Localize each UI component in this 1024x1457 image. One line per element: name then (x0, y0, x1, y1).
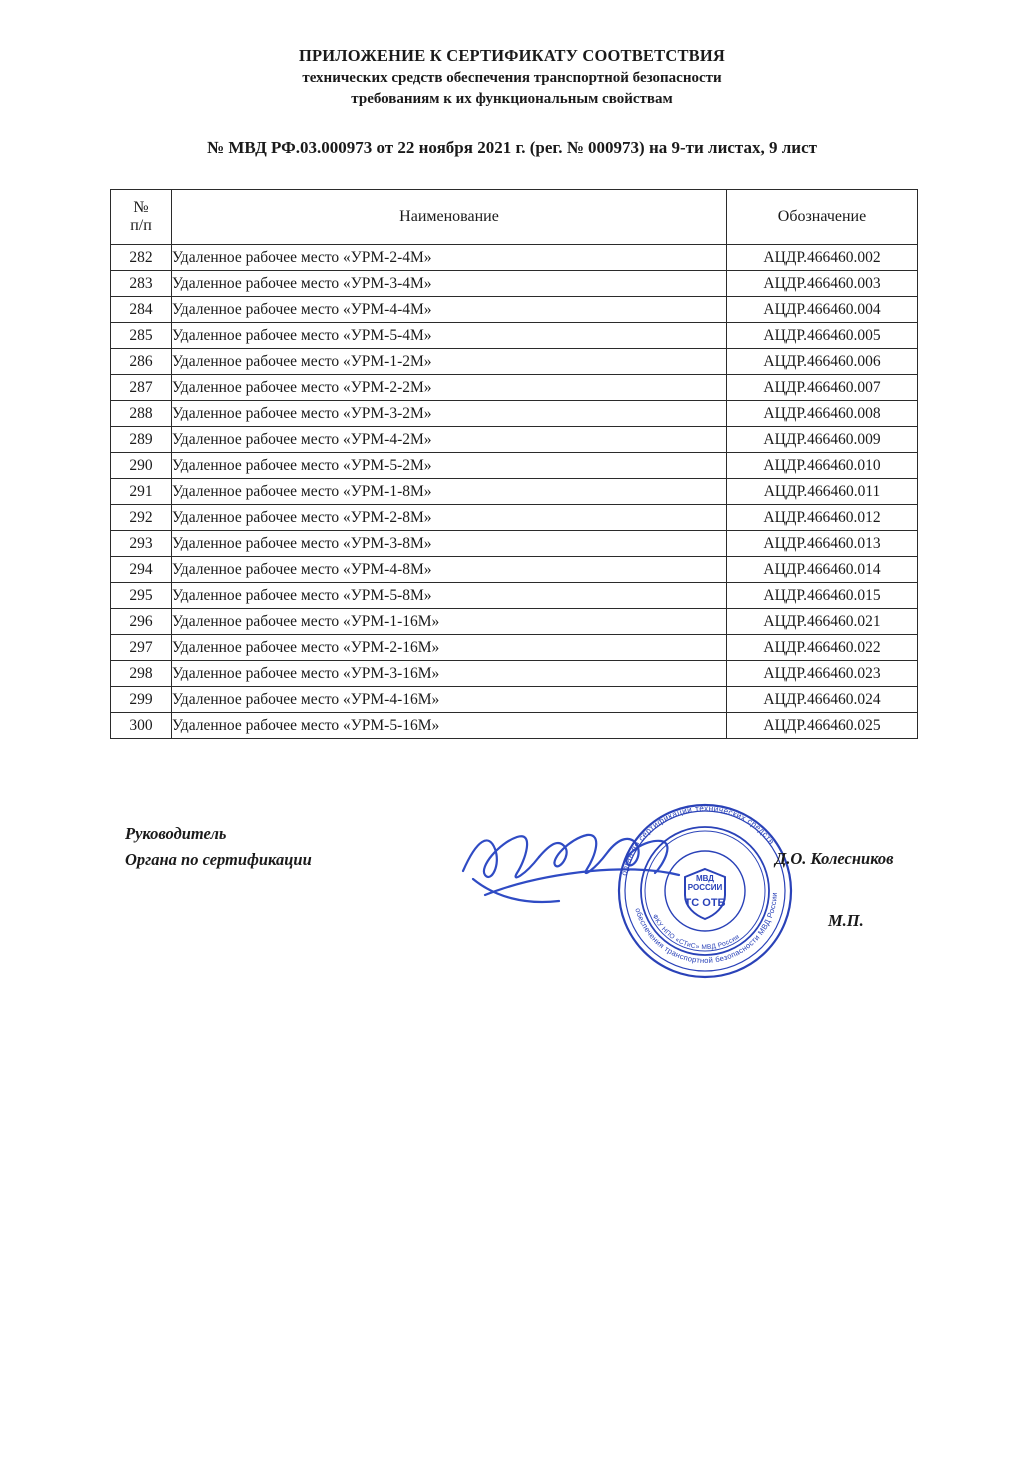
cell-name: Удаленное рабочее место «УРМ-3-16М» (172, 661, 727, 687)
cell-name: Удаленное рабочее место «УРМ-3-4М» (172, 271, 727, 297)
subtitle-line-2: требованиям к их функциональным свойствам (351, 91, 673, 107)
cell-number: 296 (111, 609, 172, 635)
stamp-inner-text-bottom: ФКУ НПО «СТиС» МВД России (650, 913, 741, 952)
official-round-stamp (605, 791, 805, 991)
cell-name: Удаленное рабочее место «УРМ-1-16М» (172, 609, 727, 635)
cell-designation: АЦДР.466460.015 (727, 583, 918, 609)
cell-name: Удаленное рабочее место «УРМ-5-16М» (172, 713, 727, 739)
table-row (111, 583, 918, 609)
items-table-wrapper (110, 189, 914, 739)
table-row (111, 479, 918, 505)
cell-designation: АЦДР.466460.004 (727, 297, 918, 323)
cell-number: 282 (111, 245, 172, 271)
signer-role-line-1: Руководитель (125, 824, 227, 843)
table-row (111, 349, 918, 375)
cell-name: Удаленное рабочее место «УРМ-2-2М» (172, 375, 727, 401)
cell-number: 285 (111, 323, 172, 349)
cell-designation: АЦДР.466460.012 (727, 505, 918, 531)
table-header-row (111, 190, 918, 245)
cell-number: 283 (111, 271, 172, 297)
cell-name: Удаленное рабочее место «УРМ-3-8М» (172, 531, 727, 557)
cell-name: Удаленное рабочее место «УРМ-4-4М» (172, 297, 727, 323)
cell-number: 287 (111, 375, 172, 401)
shield-icon (685, 869, 725, 919)
stamp-outer-text-top: орган по сертификации технических средств (619, 803, 777, 877)
cell-designation: АЦДР.466460.021 (727, 609, 918, 635)
cell-number: 297 (111, 635, 172, 661)
cell-number: 299 (111, 687, 172, 713)
cell-number: 289 (111, 427, 172, 453)
column-header-designation: Обозначение (727, 190, 918, 245)
cell-name: Удаленное рабочее место «УРМ-1-8М» (172, 479, 727, 505)
handwritten-signature (455, 813, 715, 923)
document-header (0, 0, 1024, 108)
svg-text:орган по сертификации техничес (620, 804, 777, 877)
signer-name: Д.О. Колесников (775, 849, 894, 868)
table-row (111, 297, 918, 323)
column-header-number-line1: № (133, 198, 149, 216)
cell-designation: АЦДР.466460.013 (727, 531, 918, 557)
cell-designation: АЦДР.466460.010 (727, 453, 918, 479)
table-row (111, 687, 918, 713)
cell-number: 295 (111, 583, 172, 609)
cell-name: Удаленное рабочее место «УРМ-4-8М» (172, 557, 727, 583)
cell-number: 292 (111, 505, 172, 531)
cell-name: Удаленное рабочее место «УРМ-4-16М» (172, 687, 727, 713)
column-header-number-line2: п/п (130, 217, 152, 234)
items-table (110, 189, 918, 739)
cell-name: Удаленное рабочее место «УРМ-5-4М» (172, 323, 727, 349)
stamp-center-line-1: МВД (695, 874, 715, 883)
cell-designation: АЦДР.466460.022 (727, 635, 918, 661)
table-row (111, 271, 918, 297)
stamp-center-line-3: ТС ОТБ (684, 897, 726, 909)
cell-name: Удаленное рабочее место «УРМ-1-2М» (172, 349, 727, 375)
column-header-name: Наименование (172, 190, 727, 245)
cell-designation: АЦДР.466460.024 (727, 687, 918, 713)
table-row (111, 453, 918, 479)
table-row (111, 531, 918, 557)
table-row (111, 375, 918, 401)
cell-designation: АЦДР.466460.008 (727, 401, 918, 427)
cell-number: 293 (111, 531, 172, 557)
cell-number: 284 (111, 297, 172, 323)
cell-number: 300 (111, 713, 172, 739)
cell-designation: АЦДР.466460.009 (727, 427, 918, 453)
table-header (111, 190, 918, 245)
table-row (111, 245, 918, 271)
table-row (111, 323, 918, 349)
table-row (111, 635, 918, 661)
stamp-center-line-2: РОССИИ (687, 883, 723, 892)
cell-designation: АЦДР.466460.023 (727, 661, 918, 687)
cell-number: 286 (111, 349, 172, 375)
seal-place-label: М.П. (828, 911, 864, 930)
certificate-number-line: № МВД РФ.03.000973 от 22 ноября 2021 г. (рег. № 000973) на 9-ти листах, 9 лист (207, 138, 817, 157)
table-row (111, 505, 918, 531)
cell-designation: АЦДР.466460.025 (727, 713, 918, 739)
page-title: ПРИЛОЖЕНИЕ К СЕРТИФИКАТУ СООТВЕТСТВИЯ (298, 46, 726, 65)
cell-designation: АЦДР.466460.005 (727, 323, 918, 349)
svg-text:ФКУ НПО «СТиС» МВД России (651, 913, 741, 951)
subtitle-line-1: технических средств обеспечения транспортной безопасности (302, 70, 722, 86)
cell-name: Удаленное рабочее место «УРМ-2-8М» (172, 505, 727, 531)
svg-text:обеспечения транспортной безоп (633, 892, 779, 965)
cell-designation: АЦДР.466460.007 (727, 375, 918, 401)
cell-designation: АЦДР.466460.011 (727, 479, 918, 505)
cell-name: Удаленное рабочее место «УРМ-2-16М» (172, 635, 727, 661)
cell-number: 288 (111, 401, 172, 427)
table-row (111, 557, 918, 583)
table-row (111, 401, 918, 427)
signer-role-line-2: Органа по сертификации (125, 849, 312, 869)
stamp-outer-text-bottom: обеспечения транспортной безопасности МВД России (633, 891, 780, 966)
table-row (111, 661, 918, 687)
cell-designation: АЦДР.466460.014 (727, 557, 918, 583)
cell-name: Удаленное рабочее место «УРМ-4-2М» (172, 427, 727, 453)
table-row (111, 713, 918, 739)
cell-number: 290 (111, 453, 172, 479)
cell-designation: АЦДР.466460.002 (727, 245, 918, 271)
cell-number: 298 (111, 661, 172, 687)
signature-block (0, 803, 1024, 1051)
column-header-number (111, 190, 172, 245)
table-row (111, 609, 918, 635)
cell-name: Удаленное рабочее место «УРМ-2-4М» (172, 245, 727, 271)
cell-designation: АЦДР.466460.003 (727, 271, 918, 297)
cell-number: 294 (111, 557, 172, 583)
cell-name: Удаленное рабочее место «УРМ-5-2М» (172, 453, 727, 479)
signer-role (125, 821, 312, 872)
cell-name: Удаленное рабочее место «УРМ-5-8М» (172, 583, 727, 609)
table-row (111, 427, 918, 453)
cell-number: 291 (111, 479, 172, 505)
cell-designation: АЦДР.466460.006 (727, 349, 918, 375)
cell-name: Удаленное рабочее место «УРМ-3-2М» (172, 401, 727, 427)
table-body (111, 245, 918, 739)
